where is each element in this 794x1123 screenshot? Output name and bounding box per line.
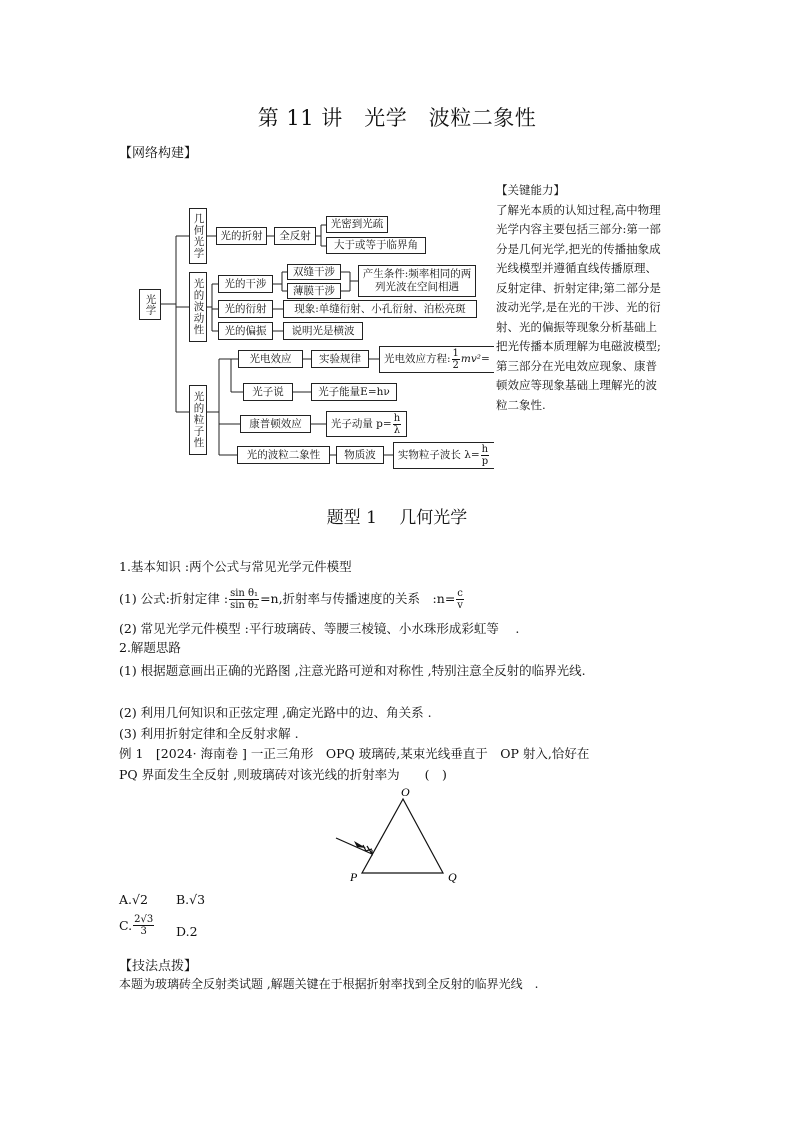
solution-approach-heading: 2.解题思路 [119,640,181,655]
label-q: Q [448,870,457,884]
node-optics [139,289,161,320]
matter-wavelength-fraction [481,444,489,467]
example-line-1: 例 1 [2024· 海南卷 ] 一正三角形 OPQ 玻璃砖,某束光线垂直于 OP 射入,恰好在 [119,746,590,761]
option-c-den: 3 [140,926,147,937]
tips-label: 【技法点拨】 [119,959,198,974]
pe-equation-suffix: mv²= [460,353,490,365]
pe-equation-fraction [452,348,460,371]
section-title: 题型 1 几何光学 [326,508,468,528]
node-dense-to-sparse [326,216,388,233]
node-interference [218,275,273,293]
index-speed-fraction [456,588,464,611]
label-o: O [401,785,410,799]
triangle-figure-drawing [330,785,470,885]
key-ability-text: 了解光本质的认知过程,高中物理光学内容主要包括三部分:第一部分是几何光学,把光的传播抽象成光线模型并遵循直线传播原理、反射定律、折射定律;第二部分是波动光学,是在光的干涉、光的衍射、光的偏振等现象分析基础上把光传播本质理解为电磁波模型;第三部分在光电效应现象、康普顿效应等现象基础上理解光的波粒二象性. [496,202,661,412]
refraction-law-num: sin θ₁ [230,587,259,599]
option-c-num: 2√3 [134,914,154,925]
node-matter-wave [336,446,384,464]
approach-step-3: (3) 利用折射定律和全反射求解 . [119,726,299,741]
option-d-label: D. [176,924,190,939]
node-matter-wave-label: 物质波 [344,448,376,461]
node-photon-theory [243,383,293,401]
node-photon-energy-label: 光子能量E=hν [318,385,390,398]
node-interference-condition [358,265,476,297]
optical-elements-line: (2) 常见光学元件模型 :平行玻璃砖、等腰三棱镜、小水珠形成彩虹等 . [119,621,520,636]
example-line-2: PQ 界面发生全反射 ,则玻璃砖对该光线的折射率为 ( ) [119,767,447,782]
pe-equation-prefix: 光电效应方程: [384,353,451,365]
node-diffraction [218,300,273,318]
node-transverse-wave-label: 说明光是横波 [291,324,355,337]
node-wave-particle-duality-label: 光的波粒二象性 [246,448,321,461]
page-title: 第 11 讲 光学 波粒二象性 [257,106,537,130]
option-a-value: √2 [132,892,148,907]
node-thin-film [287,283,341,299]
photon-momentum-prefix: 光子动量 p= [330,417,392,430]
option-b[interactable] [176,892,205,907]
node-wave-particle-duality [237,446,330,464]
label-p: P [350,870,358,884]
node-optics-label: 光学 [144,294,157,315]
matter-wavelength-den: p [481,456,489,467]
node-diffraction-phenomena [283,300,477,318]
node-refraction [216,227,267,245]
photon-momentum-num: h [393,412,401,424]
refraction-law-line [119,584,679,614]
node-matter-wavelength [393,442,494,469]
pe-equation-den: 2 [452,360,459,371]
refraction-law-middle: =n,折射率与传播速度的关系 :n= [260,591,456,606]
node-critical-angle [326,237,426,254]
option-c-label: C. [119,918,133,933]
node-compton-label: 康普顿效应 [249,417,302,430]
node-particle-nature [189,385,207,455]
option-b-label: B. [176,892,190,907]
basic-knowledge-heading: 1.基本知识 :两个公式与常见光学元件模型 [119,559,352,574]
node-interference-condition-label: 产生条件:频率相同的两列光波在空间相遇 [362,268,472,293]
node-geometric-optics-label: 几何光学 [192,213,205,259]
node-photon-energy [311,383,397,401]
option-c-fraction [133,914,154,937]
refraction-law-fraction [229,588,259,611]
matter-wavelength-num: h [481,444,489,455]
approach-step-1: (1) 根据题意画出正确的光路图 ,注意光路可逆和对称性 ,特别注意全反射的临界光线. [119,663,586,678]
node-total-reflection [274,227,316,245]
photon-momentum-fraction [393,413,401,436]
node-critical-angle-label: 大于或等于临界角 [334,239,418,251]
option-d-value: 2 [189,924,198,939]
node-refraction-label: 光的折射 [220,229,263,242]
node-diffraction-phenomena-label: 现象:单缝衍射、小孔衍射、泊松亮斑 [294,302,466,315]
index-speed-num: c [457,587,463,599]
node-photoelectric [238,350,303,368]
node-experimental-law [311,350,369,368]
node-diffraction-label: 光的衍射 [224,302,267,315]
key-ability-label: 【关键能力】 [496,183,565,197]
node-photoelectric-equation [379,346,494,373]
node-geometric-optics [189,208,207,264]
approach-step-2: (2) 利用几何知识和正弦定理 ,确定光路中的边、角关系 . [119,705,432,720]
triangle-figure [330,785,470,885]
photon-momentum-den: λ [393,424,401,436]
option-b-value: √3 [189,892,206,907]
network-label: 【网络构建】 [119,146,198,161]
node-experimental-law-label: 实验规律 [319,352,361,365]
node-compton [240,415,311,433]
node-photon-momentum [326,411,407,437]
refraction-law-prefix: (1) 公式:折射定律 : [119,591,229,606]
node-double-slit-label: 双缝干涉 [293,265,335,278]
node-photoelectric-label: 光电效应 [249,352,292,365]
option-a[interactable] [119,892,148,907]
node-polarization [218,322,273,340]
node-wave-nature [189,272,207,342]
pe-equation-num: 1 [452,348,459,359]
index-speed-den: v [457,599,463,611]
node-total-reflection-label: 全反射 [279,229,311,242]
option-a-label: A. [119,892,133,907]
option-c[interactable] [119,914,155,937]
refraction-law-den: sin θ₂ [230,599,259,611]
node-wave-nature-label: 光的波动性 [192,278,205,336]
node-polarization-label: 光的偏振 [224,324,267,337]
node-thin-film-label: 薄膜干涉 [293,284,335,297]
node-dense-to-sparse-label: 光密到光疏 [330,218,384,230]
node-transverse-wave [283,322,363,340]
node-particle-nature-label: 光的粒子性 [192,391,205,449]
node-interference-label: 光的干涉 [224,277,267,290]
matter-wavelength-prefix: 实物粒子波长 λ= [397,449,480,461]
option-d[interactable] [176,924,198,939]
tips-text: 本题为玻璃砖全反射类试题 ,解题关键在于根据折射率找到全反射的临界光线 . [119,977,539,991]
node-double-slit [287,264,341,280]
key-ability-panel [496,181,664,415]
node-photon-theory-label: 光子说 [252,385,284,398]
